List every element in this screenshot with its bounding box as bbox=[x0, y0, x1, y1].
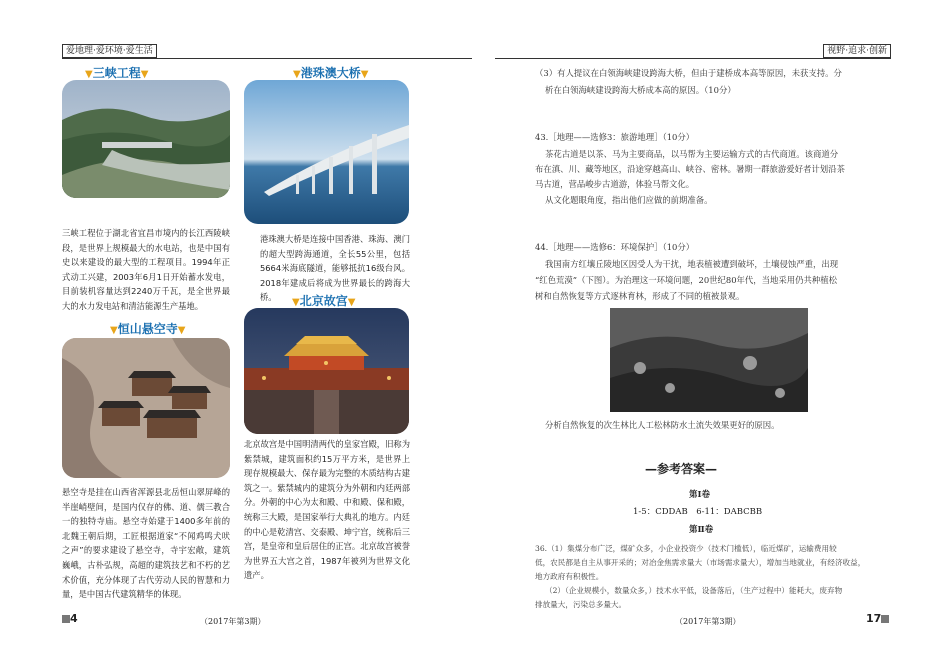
q44-head: 44.［地理——选修6：环境保护］（10分） bbox=[535, 242, 695, 252]
red-desert-photo bbox=[610, 308, 808, 412]
vol2-label: 第Ⅱ卷 bbox=[689, 525, 714, 535]
caption-hzmb: 港珠澳大桥是连接中国香港、珠海、澳门的超大型跨海通道，全长55公里，包括5664米海底隧道，能够抵抗16级台风。2018年建成后将成为世界最长的跨海大桥。 bbox=[260, 234, 410, 303]
q3-line2: 析在白领海峡建设跨海大桥成本高的原因。（10分） bbox=[545, 85, 736, 95]
caption-hanging-temple: 悬空寺是挂在山西省浑源县北岳恒山翠屏峰的半崖峭壁间，是国内仅存的佛、道、儒三教合一的独特寺庙。悬空寺始建于1400多年前的北魏王朝后期，工匠根据道家“不闻鸡鸣犬吠之声”的要求建设了悬空寺，寺宇宏敞，建筑巍峨，古朴弘规，高超的建筑技艺和不朽的艺术价值，充分体现了古代劳动人民的智慧和力量，是中国古代建筑精华的体现。 bbox=[62, 487, 230, 600]
three-gorges-photo bbox=[62, 80, 230, 198]
q44-line2: “红色荒漠”（下图）。为治理这一环境问题，20世纪80年代，当地采用仍共种植松 bbox=[535, 275, 838, 285]
q43-line2: 布在滇、川、藏等地区，沿途穿越高山、峡谷、密林。暑期一群旅游爱好者计划沿茶 bbox=[535, 164, 845, 174]
caption-forbidden-city: 北京故宫是中国明清两代的皇家宫殿，旧称为紫禁城，建筑面积约15万平方米，是世界上现存规模最大、保存最为完整的木质结构古建筑之一。紫禁城内的建筑分为外朝和内廷两部分。外朝的中心为太和殿、中和殿、保和殿，统称三大殿，是国家举行大典礼的地方。内廷的中心是乾清宫、交泰殿、坤宁宫，统称后三宫，是皇帝和皇后居住的正宫。北京故宫被誉为世界五大宫之首，1987年被列为世界文化遗产。 bbox=[244, 439, 410, 581]
a36-line2: 低，农民都是自主从事开采的；对冶金焦需求量大（市场需求量大），增加当地就业，有经济收益， bbox=[535, 558, 866, 567]
right-header-tag: 视野·追求·创新 bbox=[823, 44, 891, 58]
q43-line1: 茶花古道是以茶、马为主要商品，以马帮为主要运输方式的古代商道。该商道分 bbox=[545, 149, 839, 159]
vol1-label: 第Ⅰ卷 bbox=[689, 490, 710, 500]
a36-line1: 36.（1）集煤分布广泛，煤矿众多，小企业投资少（技术门槛低），临近煤矿，运输费用较 bbox=[535, 544, 837, 553]
left-issue: （2017年第3期） bbox=[200, 617, 266, 626]
title-forbidden-city: ▼北京故宫▼ bbox=[292, 294, 356, 308]
a36-line4: （2）（企业规模小，数量众多，）技术水平低，设备落后，（生产过程中）能耗大，废弃物 bbox=[545, 586, 843, 595]
hanging-temple-photo bbox=[62, 338, 230, 478]
left-header bbox=[62, 44, 472, 59]
right-header bbox=[495, 44, 891, 59]
a36-line5: 排放量大，污染总多量大。 bbox=[535, 600, 627, 609]
q44-question: 分析自然恢复的次生林比人工松林防水土流失效果更好的原因。 bbox=[545, 420, 780, 430]
q3-line1: （3）有人提议在白领海峡建设跨海大桥，但由于建桥成本高等原因，未获支持。分 bbox=[535, 68, 842, 78]
q43-line4: 从文化题眼角度，指出他们应做的前期准备。 bbox=[545, 195, 713, 205]
left-header-tag: 爱地理·爱环境·爱生活 bbox=[62, 44, 157, 58]
right-page-number: 17 bbox=[866, 612, 889, 625]
answer-title: —参考答案— bbox=[645, 462, 718, 476]
forbidden-city-photo bbox=[244, 308, 409, 434]
square-marker-icon bbox=[62, 615, 70, 623]
q43-head: 43.［地理——选修3：旅游地理］（10分） bbox=[535, 132, 695, 142]
right-issue: （2017年第3期） bbox=[675, 617, 741, 626]
mc-answers: 1-5：CDDAB 6-11：DABCBB bbox=[633, 507, 763, 517]
a36-line3: 地方政府有积极性。 bbox=[535, 572, 604, 581]
q44-line3: 树和自然恢复等方式逐林育林，形成了不同的植被景观。 bbox=[535, 291, 745, 301]
right-page bbox=[475, 0, 950, 671]
title-hanging-temple: ▼恒山悬空寺▼ bbox=[110, 322, 186, 336]
square-marker-icon bbox=[881, 615, 889, 623]
left-page-number: 4 bbox=[62, 612, 78, 625]
title-three-gorges: ▼三峡工程▼ bbox=[85, 66, 149, 80]
q43-line3: 马古道，营品峻步古道游，体验马帮文化。 bbox=[535, 179, 695, 189]
q44-line1: 我国南方红壤丘陵地区因受人为干扰，地表植被遭到破坏，土壤侵蚀严重，出现 bbox=[545, 259, 839, 269]
title-hzmb: ▼港珠澳大桥▼ bbox=[293, 66, 369, 80]
hzmb-photo bbox=[244, 80, 409, 224]
caption-three-gorges: 三峡工程位于湖北省宜昌市境内的长江西陵峡段，是世界上规模最大的水电站，也是中国有史以来建设的最大型的工程项目。1994年正式动工兴建，2003年6月1日开始蓄水发电，目前装机容量达到2240万千瓦，是全世界最大的水力发电站和清洁能源生产基地。 bbox=[62, 228, 230, 311]
